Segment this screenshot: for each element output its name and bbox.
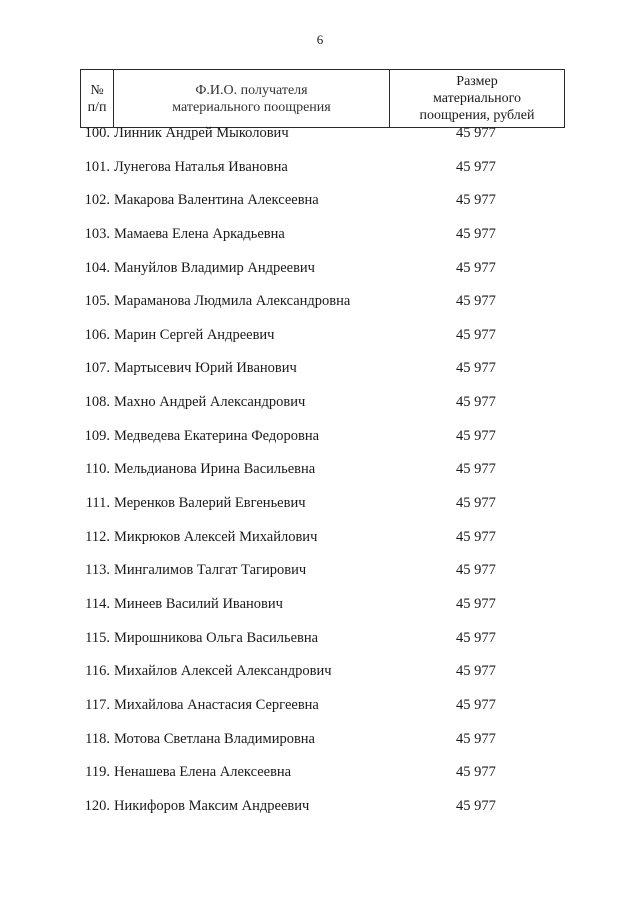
- table-row: [0, 461, 640, 495]
- table-header: [80, 69, 565, 128]
- reward-amount: 45 977: [456, 360, 496, 377]
- row-number: 103.: [84, 225, 110, 242]
- recipient-name: Махно Андрей Александрович: [114, 394, 306, 411]
- row-number: 115.: [85, 629, 110, 646]
- table-row: [0, 394, 640, 428]
- table-row: [0, 125, 640, 159]
- table-row: [0, 697, 640, 731]
- reward-amount: 45 977: [456, 730, 496, 747]
- table-row: [0, 630, 640, 664]
- recipient-name: Мараманова Людмила Александровна: [114, 293, 351, 310]
- table-row: [0, 663, 640, 697]
- row-number: 114.: [85, 595, 110, 612]
- recipient-name: Медведева Екатерина Федоровна: [114, 427, 320, 444]
- table-row: [0, 764, 640, 798]
- reward-amount: 45 977: [456, 225, 496, 242]
- row-number: 100.: [84, 125, 110, 141]
- table-row: [0, 293, 640, 327]
- table-row: [0, 731, 640, 765]
- recipient-name: Мартысевич Юрий Иванович: [114, 360, 297, 377]
- table-row: [0, 798, 640, 832]
- reward-amount: 45 977: [456, 427, 496, 444]
- row-number: 108.: [84, 394, 110, 411]
- table-row: [0, 596, 640, 630]
- row-number: 118.: [85, 730, 110, 747]
- row-number: 111.: [85, 495, 110, 512]
- reward-amount: 45 977: [456, 495, 496, 512]
- recipient-name: Линник Андрей Мыколович: [114, 125, 289, 141]
- reward-amount: 45 977: [456, 326, 496, 343]
- reward-amount: 45 977: [456, 259, 496, 276]
- row-number: 107.: [84, 360, 110, 377]
- row-number: 120.: [84, 797, 110, 814]
- row-number: 102.: [84, 192, 110, 209]
- reward-amount: 45 977: [456, 461, 496, 478]
- table-row: [0, 495, 640, 529]
- row-number: 105.: [84, 293, 110, 310]
- row-number: 110.: [85, 461, 110, 478]
- recipient-name: Мингалимов Талгат Тагирович: [114, 562, 307, 579]
- table-row: [0, 529, 640, 563]
- reward-amount: 45 977: [456, 293, 496, 310]
- recipient-name: Михайлов Алексей Александрович: [114, 663, 332, 680]
- header-amount-column: Размер материального поощрения, рублей: [390, 70, 565, 128]
- recipient-name: Макарова Валентина Алексеевна: [114, 192, 319, 209]
- reward-amount: 45 977: [456, 696, 496, 713]
- table-row: [0, 360, 640, 394]
- recipient-name: Мамаева Елена Аркадьевна: [114, 225, 285, 242]
- table-row: [0, 562, 640, 596]
- recipient-name: Никифоров Максим Андреевич: [114, 797, 310, 814]
- table-row: [0, 192, 640, 226]
- reward-amount: 45 977: [456, 192, 496, 209]
- row-number: 104.: [84, 259, 110, 276]
- reward-amount: 45 977: [456, 562, 496, 579]
- reward-amount: 45 977: [456, 528, 496, 545]
- recipient-list: [0, 125, 640, 831]
- reward-amount: 45 977: [456, 125, 496, 141]
- reward-amount: 45 977: [456, 158, 496, 175]
- recipient-name: Лунегова Наталья Ивановна: [114, 158, 288, 175]
- row-number: 116.: [85, 663, 110, 680]
- recipient-name: Мануйлов Владимир Андреевич: [114, 259, 315, 276]
- recipient-name: Мирошникова Ольга Васильевна: [114, 629, 319, 646]
- recipient-name: Мельдианова Ирина Васильевна: [114, 461, 316, 478]
- recipient-name: Марин Сергей Андреевич: [114, 326, 275, 343]
- reward-amount: 45 977: [456, 629, 496, 646]
- table-row: [0, 428, 640, 462]
- recipient-name: Меренков Валерий Евгеньевич: [114, 495, 306, 512]
- recipient-name: Минеев Василий Иванович: [114, 595, 283, 612]
- reward-amount: 45 977: [456, 797, 496, 814]
- row-number: 113.: [85, 562, 110, 579]
- reward-amount: 45 977: [456, 663, 496, 680]
- recipient-name: Микрюков Алексей Михайлович: [114, 528, 318, 545]
- row-number: 117.: [85, 696, 110, 713]
- recipient-name: Мотова Светлана Владимировна: [114, 730, 315, 747]
- table-row: [0, 327, 640, 361]
- recipient-name: Ненашева Елена Алексеевна: [114, 764, 292, 781]
- reward-amount: 45 977: [456, 394, 496, 411]
- row-number: 112.: [85, 528, 110, 545]
- reward-amount: 45 977: [456, 764, 496, 781]
- table-row: [0, 159, 640, 193]
- header-number-column: № п/п: [81, 70, 114, 128]
- row-number: 106.: [84, 326, 110, 343]
- table-row: [0, 226, 640, 260]
- header-name-column: Ф.И.О. получателя материального поощрения: [114, 70, 390, 128]
- recipient-name: Михайлова Анастасия Сергеевна: [114, 696, 319, 713]
- table-row: [0, 260, 640, 294]
- row-number: 101.: [84, 158, 110, 175]
- row-number: 119.: [85, 764, 110, 781]
- reward-amount: 45 977: [456, 595, 496, 612]
- page-number: 6: [316, 32, 324, 47]
- row-number: 109.: [84, 427, 110, 444]
